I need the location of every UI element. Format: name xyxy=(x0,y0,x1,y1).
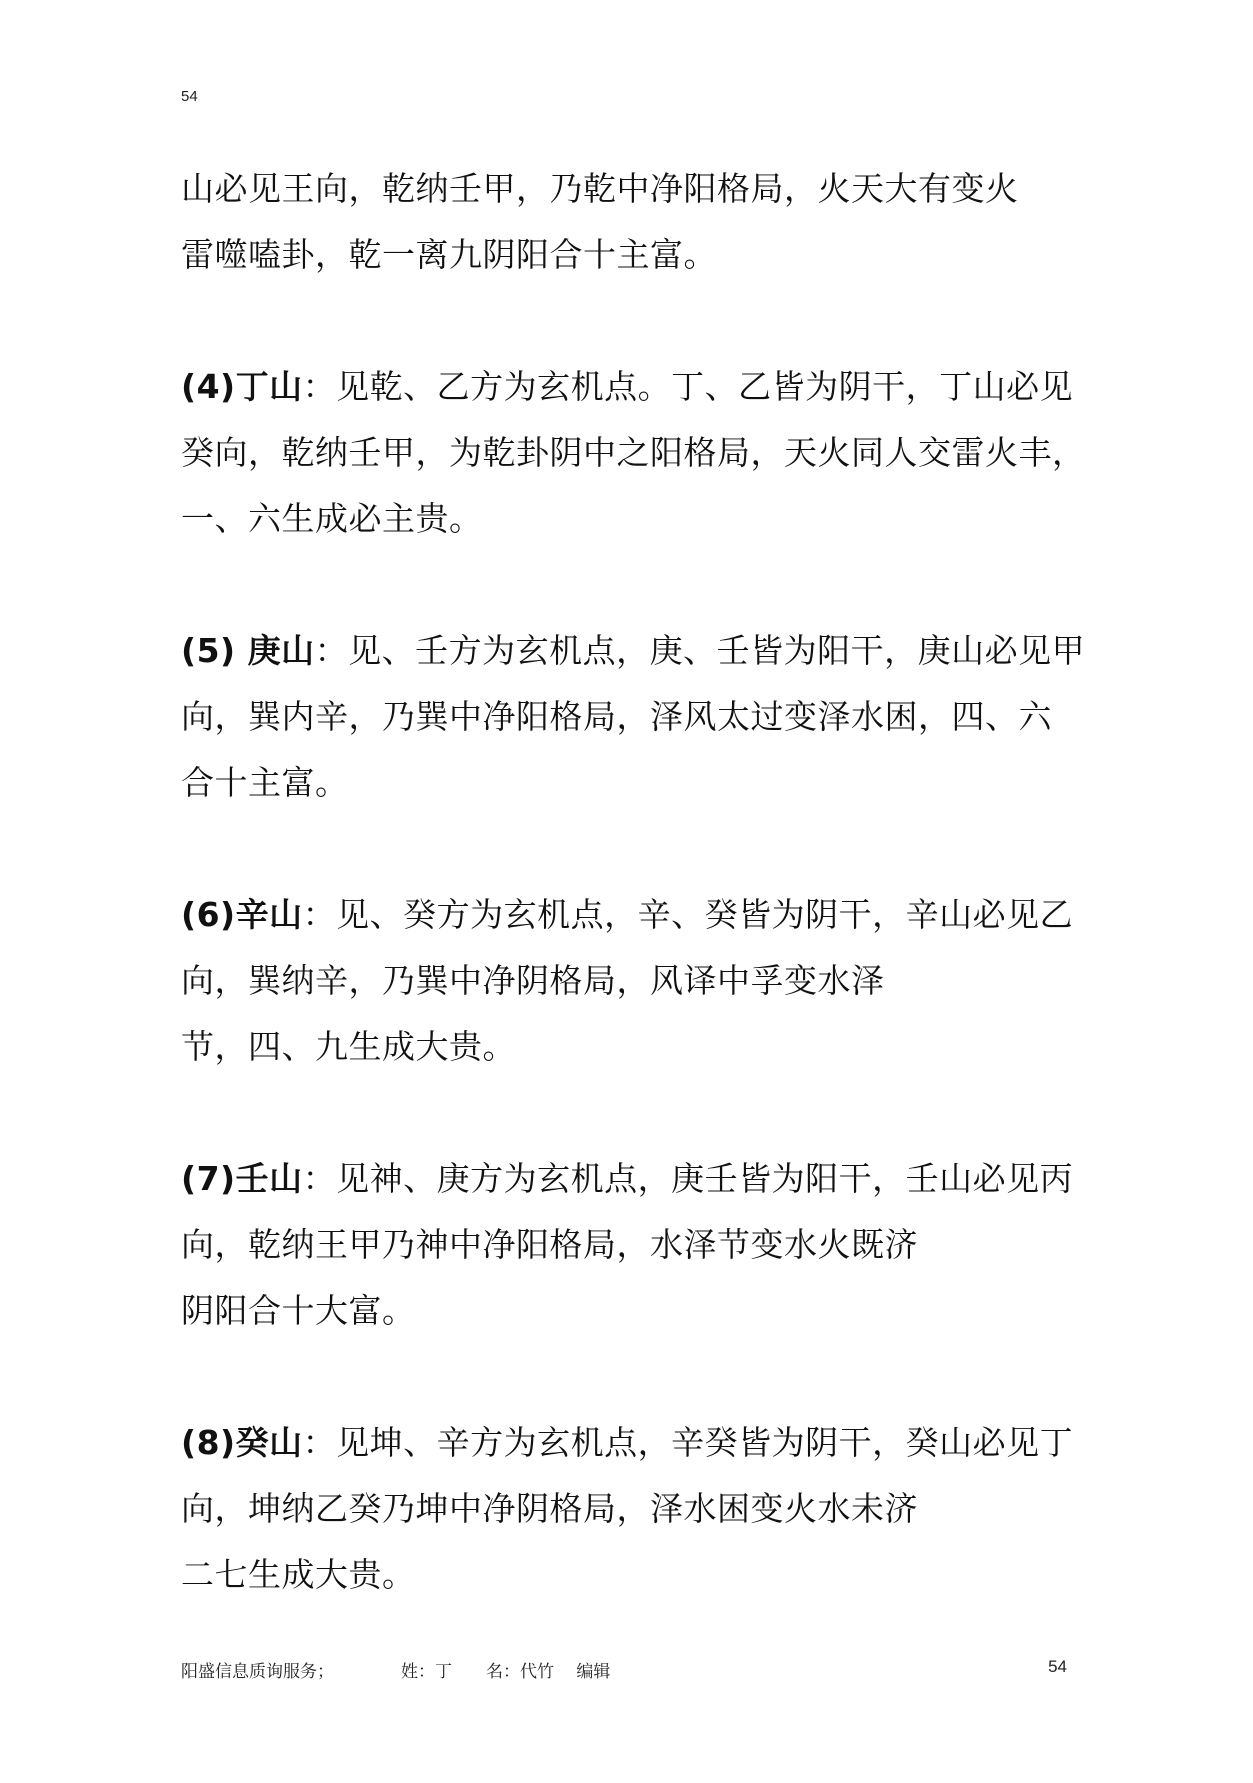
text-line: 山必见王向，乾纳壬甲，乃乾中净阳格局，火天大有变火 xyxy=(181,169,1019,208)
section-8-first-line xyxy=(181,1410,1081,1476)
text-line: 癸向，乾纳壬甲，为乾卦阴中之阳格局，天火同人交雷火丰， xyxy=(181,433,1086,472)
section-heading: (6)辛山 xyxy=(181,895,303,934)
section-7-first-line xyxy=(181,1146,1081,1212)
text-line: 阴阳合十大富。 xyxy=(181,1291,416,1330)
section-heading: (7)壬山 xyxy=(181,1159,303,1198)
text-run: ：见、壬方为玄机点，庚、壬皆为阳干，庚山必见甲 xyxy=(314,631,1086,670)
text-line: 向，巽内辛，乃巽中净阳格局，泽风太过变泽水困，四、六 xyxy=(181,697,1052,736)
header-page-number: 54 xyxy=(181,88,198,105)
text-line: 合十主富。 xyxy=(181,763,349,802)
section-6-first-line xyxy=(181,882,1081,948)
footer-editor: 姓：丁 名：代竹 编辑 xyxy=(401,1662,611,1682)
footer-page-number: 54 xyxy=(1048,1657,1067,1676)
text-line: 雷噬嗑卦，乾一离九阴阳合十主富。 xyxy=(181,235,717,274)
text-line: 向，坤纳乙癸乃坤中净阴格局，泽水困变火水未济 xyxy=(181,1489,918,1528)
text-line: 向，巽纳辛，乃巽中净阴格局，风译中孚变水泽 xyxy=(181,961,885,1000)
text-line: 一、六生成必主贵。 xyxy=(181,499,483,538)
section-heading: (5) 庚山 xyxy=(181,631,315,670)
text-line: 二七生成大贵。 xyxy=(181,1555,416,1594)
section-5-first-line xyxy=(181,618,1086,684)
page-footer xyxy=(181,1657,1067,1681)
text-run: ：见神、庚方为玄机点，庚壬皆为阳干，壬山必见丙 xyxy=(302,1159,1074,1198)
text-run: ：见、癸方为玄机点，辛、癸皆为阴干，辛山必见乙 xyxy=(302,895,1074,934)
text-run: ：见坤、辛方为玄机点，辛癸皆为阴干，癸山必见丁 xyxy=(302,1423,1074,1462)
text-line: 节，四、九生成大贵。 xyxy=(181,1027,516,1066)
text-run: ：见乾、乙方为玄机点。丁、乙皆为阴干，丁山必见 xyxy=(302,367,1074,406)
section-heading: (4)丁山 xyxy=(181,367,303,406)
section-heading: (8)癸山 xyxy=(181,1423,303,1462)
section-4-first-line xyxy=(181,354,1081,420)
text-line: 向，乾纳王甲乃神中净阳格局，水泽节变水火既济 xyxy=(181,1225,918,1264)
footer-service-label: 阳盛信息质询服务； xyxy=(181,1662,334,1682)
document-body xyxy=(181,156,1086,1608)
